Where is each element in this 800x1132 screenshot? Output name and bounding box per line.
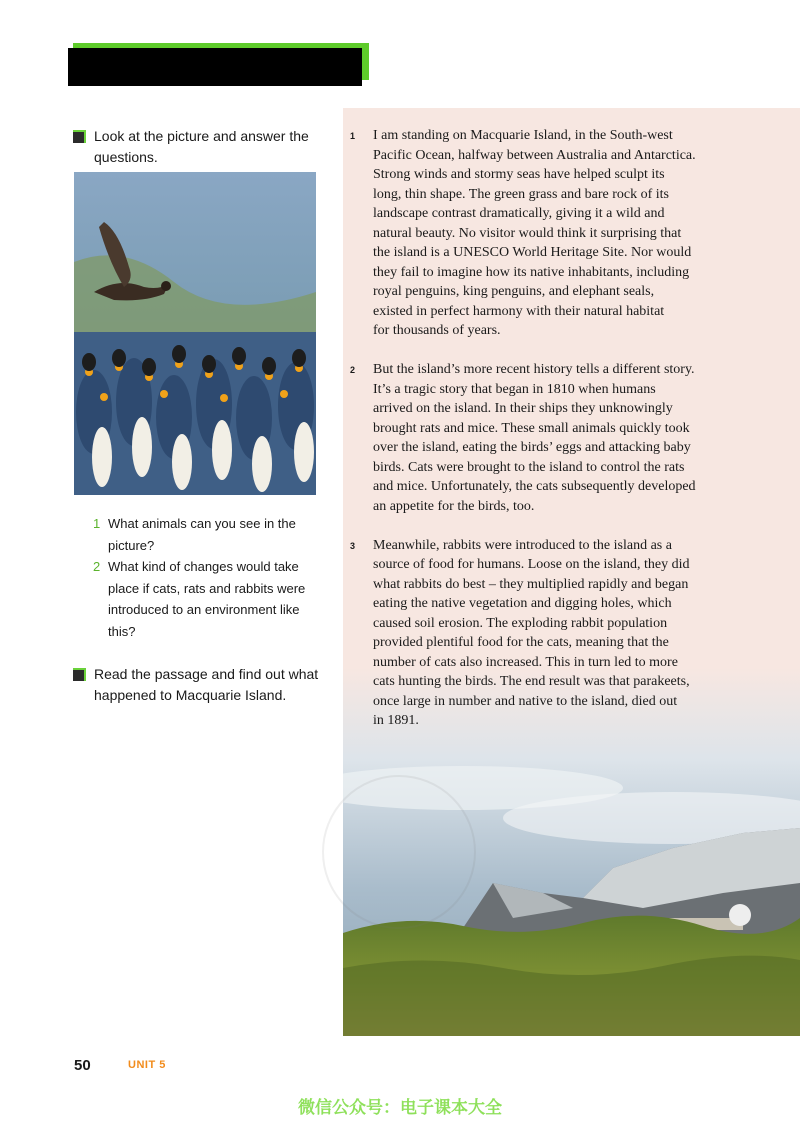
passage-line: birds. Cats were brought to the island to control the rats [373,459,685,475]
question-item [93,513,328,556]
passage-line: royal penguins, king penguins, and elephant seals, [373,284,655,299]
task-bullet-icon [73,668,86,681]
question-number: 1 [93,516,101,531]
paragraph-number: 3 [350,540,356,551]
question-list [93,513,328,642]
passage-line: Pacific Ocean, halfway between Australia and Antarctica. [373,147,696,163]
passage-line: It’s a tragic story that began in 1810 when humans [373,381,656,397]
passage-line: eating the native vegetation and digging holes, which [373,596,672,611]
passage-line: existed in perfect harmony with their natural habitat [373,303,665,319]
passage-line: they fail to imagine how its native inhabitants, including [373,264,690,280]
question-number: 2 [93,559,101,574]
passage-line: what rabbits do best – they multiplied rapidly and began [373,576,689,592]
passage-line: Strong winds and stormy seas have helped sculpt its [373,167,665,182]
reading-passage [350,126,730,750]
task-read-passage [73,664,333,706]
penguin-photo [74,172,316,495]
task-instruction: Read the passage and find out what happened to Macquarie Island. [94,666,319,703]
title-bar [68,48,362,86]
passage-line: cats hunting the birds. The end result was that parakeets, [373,674,690,689]
paragraph-1 [350,126,730,341]
passage-line: landscape contrast dramatically, giving it a wild and [373,206,665,221]
passage-line: source of food for humans. Loose on the island, they did [373,557,690,572]
task-instruction: Look at the picture and answer the questions. [94,128,309,165]
task-bullet-icon [73,130,86,143]
passage-line: over the island, eating the birds’ eggs and attacking baby [373,440,691,455]
watermark-text: 微信公众号：电子课本大全 [298,1098,502,1118]
passage-line: natural beauty. No visitor would think it surprising that [373,225,682,241]
paragraph-number: 1 [350,131,356,141]
passage-line: once large in number and native to the island, died out [373,693,678,709]
passage-line: caused soil erosion. The exploding rabbit population [373,615,668,631]
task-look-picture [73,126,333,168]
question-item [93,556,328,642]
passage-line: and mice. Unfortunately, the cats subsequently developed [373,479,696,494]
passage-line: an appetite for the birds, too. [373,498,535,514]
paragraph-number: 2 [350,365,356,375]
passage-line: brought rats and mice. These small animals quickly took [373,420,690,436]
passage-line: for thousands of years. [373,323,501,338]
paragraph-2 [350,360,730,516]
passage-line: arrived on the island. In their ships they unknowingly [373,401,673,416]
passage-line: in 1891. [373,713,419,728]
passage-line: Meanwhile, rabbits were introduced to the island as a [373,537,672,553]
passage-line: I am standing on Macquarie Island, in the South-west [373,128,673,143]
passage-line: number of cats also increased. This in turn led to more [373,654,678,670]
passage-line: the island is a UNESCO World Heritage Site. Nor would [373,245,692,260]
watermark-stamp [322,775,476,929]
passage-line: But the island’s more recent history tells a different story. [373,362,695,377]
question-text: What kind of changes would take place if cats, rats and rabbits were introduced to an environment like this? [108,559,306,639]
unit-label: UNIT 5 [128,1059,166,1071]
question-text: What animals can you see in the picture? [108,516,296,553]
passage-line: provided plentiful food for the cats, meaning that the [373,635,669,650]
page-number: 50 [74,1057,91,1074]
passage-line: long, thin shape. The green grass and bare rock of its [373,186,669,202]
paragraph-3 [350,536,730,731]
